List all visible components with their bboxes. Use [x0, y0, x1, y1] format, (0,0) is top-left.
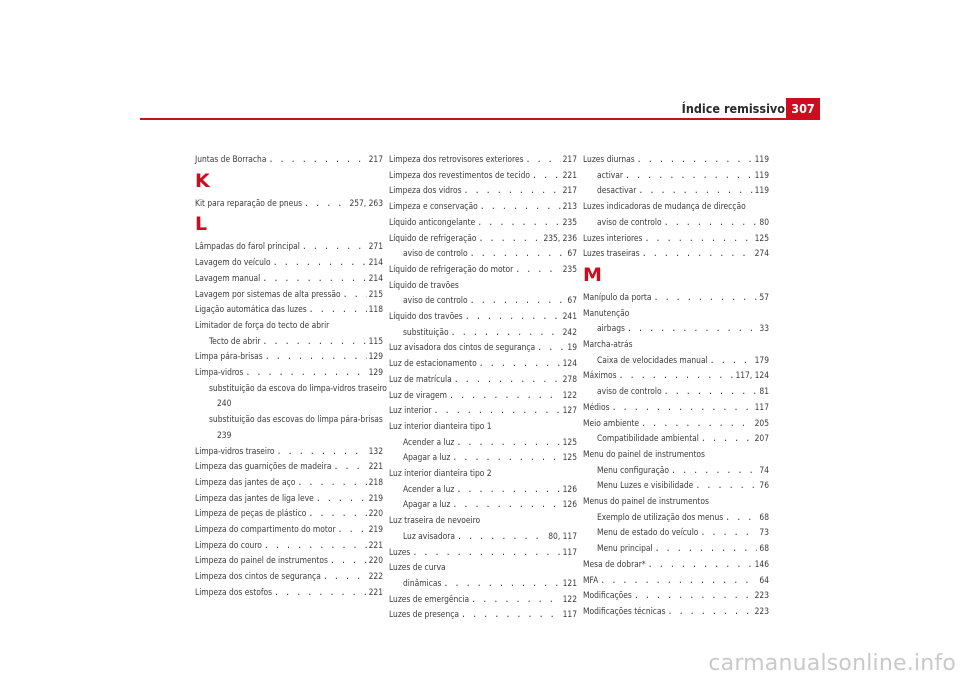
dot-leader — [612, 400, 753, 416]
index-page-ref: 221 — [368, 461, 383, 472]
index-term: Apagar a luz — [403, 499, 451, 510]
index-term: Luzes de emergência — [389, 593, 470, 604]
index-entry — [389, 372, 577, 388]
index-term: Médios — [583, 401, 610, 412]
index-term: Limpeza e conservação — [389, 201, 478, 212]
index-entry — [389, 340, 577, 356]
index-page-ref: 214 — [368, 272, 383, 283]
index-term: Mesa de dobrar* — [583, 558, 646, 569]
index-heading: Luzes de curva — [389, 562, 446, 573]
index-term: Limpeza dos estofos — [195, 586, 273, 597]
index-page-ref: 132 — [368, 445, 383, 456]
index-entry — [195, 444, 383, 460]
index-page-ref: 67 — [567, 248, 577, 259]
index-entry — [195, 459, 383, 475]
index-page-ref: 219 — [368, 524, 383, 535]
dot-leader — [456, 482, 560, 498]
index-page-ref: 125 — [562, 436, 577, 447]
index-page-ref: 217 — [368, 154, 383, 164]
index-subentry — [389, 325, 577, 341]
dot-leader — [268, 152, 366, 168]
index-entry — [583, 290, 769, 306]
index-term: Juntas de Borracha — [195, 154, 267, 164]
index-entry — [583, 152, 769, 168]
index-page-ref: 80, 117 — [548, 530, 577, 541]
index-entry — [583, 368, 769, 384]
dot-leader — [648, 557, 753, 573]
index-subentry — [583, 215, 769, 231]
index-subentry — [583, 431, 769, 447]
dot-leader — [456, 435, 560, 451]
index-page-ref: 119 — [754, 154, 769, 164]
index-page-ref: 257, 263 — [349, 197, 383, 208]
index-subentry — [583, 321, 769, 337]
index-page-ref: 221 — [562, 169, 577, 180]
dot-leader — [338, 522, 367, 538]
dot-leader — [537, 340, 565, 356]
dot-leader — [274, 585, 367, 601]
index-heading: Líquido de travões — [389, 279, 459, 290]
index-entry — [195, 506, 383, 522]
index-page-ref: 125 — [754, 232, 769, 243]
index-page-ref: 221 — [368, 586, 383, 597]
dot-leader — [480, 199, 561, 215]
index-page-ref: 215 — [368, 288, 383, 299]
index-term: Limpeza do compartimento do motor — [195, 524, 336, 535]
index-entry — [583, 573, 769, 589]
index-page-ref: 235 — [562, 216, 577, 227]
index-page-ref: 126 — [562, 483, 577, 494]
index-term: Lavagem do veículo — [195, 257, 271, 268]
dot-leader — [479, 356, 561, 372]
dot-leader — [625, 168, 753, 184]
index-term: Líquido dos travões — [389, 311, 463, 322]
index-heading: Luz traseira de nevoeiro — [389, 515, 481, 526]
dot-leader — [654, 290, 758, 306]
index-entry — [583, 557, 769, 573]
index-entry — [195, 302, 383, 318]
index-page-ref: 119 — [754, 169, 769, 180]
index-entry — [389, 403, 577, 419]
index-page-ref: 221 — [368, 539, 383, 550]
index-entry — [583, 400, 769, 416]
index-term: Limpeza dos retrovisores exteriores — [389, 154, 524, 164]
dot-leader — [452, 497, 560, 513]
dot-leader — [316, 491, 367, 507]
dot-leader — [600, 573, 757, 589]
index-page-ref: 122 — [562, 593, 577, 604]
dot-leader — [343, 287, 367, 303]
index-term: Luz avisadora — [403, 530, 455, 541]
dot-leader — [526, 152, 561, 168]
index-term: Luzes interiores — [583, 232, 643, 243]
dot-leader — [264, 538, 367, 554]
dot-leader — [434, 403, 561, 419]
index-subentry — [389, 529, 577, 545]
index-entry — [195, 271, 383, 287]
index-term: Limpa-vidros traseiro — [195, 445, 275, 456]
index-term: Lâmpadas do farol principal — [195, 241, 300, 252]
index-page-ref: 115 — [368, 335, 383, 346]
index-heading: Limitador de força do tecto de abrir — [195, 319, 330, 330]
index-term: desactivar — [597, 185, 637, 196]
index-term: activar — [597, 169, 623, 180]
index-entry — [389, 545, 577, 561]
dot-leader — [725, 510, 757, 526]
index-page-ref: 239 — [217, 429, 232, 440]
index-subentry — [389, 576, 577, 592]
index-term: Caixa de velocidades manual — [597, 354, 708, 365]
index-page-ref: 117, 124 — [735, 370, 769, 381]
index-term: airbags — [597, 323, 625, 334]
index-term: Manípulo da porta — [583, 291, 652, 302]
index-term: Líquido de refrigeração do motor — [389, 263, 514, 274]
dot-leader — [470, 293, 566, 309]
index-heading: Manutenção — [583, 307, 630, 318]
dot-leader — [465, 309, 561, 325]
index-page-ref: 129 — [368, 351, 383, 362]
index-page-ref: 278 — [562, 373, 577, 384]
dot-leader — [302, 239, 367, 255]
index-entry — [195, 491, 383, 507]
index-page-ref: 271 — [368, 241, 383, 252]
index-entry — [195, 196, 383, 212]
index-subentry — [583, 510, 769, 526]
watermark: carmanualsonline.info — [708, 651, 956, 676]
index-term: substituição — [403, 326, 449, 337]
index-page-ref: 80 — [759, 216, 769, 227]
index-page-ref: 219 — [368, 492, 383, 503]
index-page-ref: 125 — [562, 452, 577, 463]
index-heading: Luz interior dianteira tipo 2 — [389, 468, 492, 479]
index-entry — [389, 152, 577, 168]
dot-leader — [478, 231, 541, 247]
index-entry — [195, 569, 383, 585]
index-heading: Menu do painel de instrumentos — [583, 448, 705, 459]
index-subentry — [583, 525, 769, 541]
dot-leader — [309, 302, 367, 318]
dot-leader — [245, 365, 366, 381]
dot-leader — [619, 368, 734, 384]
dot-leader — [638, 183, 752, 199]
index-term: Máximos — [583, 370, 617, 381]
dot-leader — [330, 553, 367, 569]
dot-leader — [304, 196, 347, 212]
index-subentry — [583, 541, 769, 557]
index-term: Limpa-vidros — [195, 367, 244, 378]
index-subentry — [583, 478, 769, 494]
index-term: Luzes de presença — [389, 609, 459, 620]
index-term: Limpeza das jantes de aço — [195, 476, 296, 487]
index-term: Líquido anticongelante — [389, 216, 476, 227]
dot-leader — [644, 231, 752, 247]
index-term: Tecto de abrir — [209, 335, 261, 346]
index-page-ref: 146 — [754, 558, 769, 569]
index-page-ref: 122 — [562, 389, 577, 400]
index-entry — [583, 246, 769, 262]
dot-leader — [701, 431, 753, 447]
index-entry — [195, 585, 383, 601]
dot-leader — [655, 541, 758, 557]
index-page-ref: 217 — [562, 154, 577, 164]
index-term: Limpeza dos revestimentos de tecido — [389, 169, 531, 180]
index-page-ref: 213 — [562, 201, 577, 212]
index-term: Exemplo de utilização dos menus — [597, 511, 724, 522]
index-entry — [389, 215, 577, 231]
index-term: Lavagem manual — [195, 272, 261, 283]
index-subentry — [583, 168, 769, 184]
dot-leader — [471, 592, 560, 608]
index-entry — [389, 262, 577, 278]
dot-leader — [532, 168, 561, 184]
index-page-ref: 129 — [368, 367, 383, 378]
index-heading: Menus do painel de instrumentos — [583, 496, 709, 507]
index-page-ref: 119 — [754, 185, 769, 196]
index-term: Modificações — [583, 590, 632, 601]
index-page-ref: 127 — [562, 405, 577, 416]
index-page-ref: 241 — [562, 311, 577, 322]
dot-leader — [464, 183, 561, 199]
index-page-ref: 117 — [754, 401, 769, 412]
index-term: aviso de controlo — [403, 248, 468, 259]
index-term: Kit para reparação de pneus — [195, 197, 303, 208]
dot-leader — [668, 604, 753, 620]
index-term: Acender a luz — [403, 436, 455, 447]
dot-leader — [634, 588, 753, 604]
dot-leader — [641, 416, 753, 432]
index-heading: substituição das escovas do limpa pára-brisas — [209, 414, 383, 425]
index-entry — [583, 416, 769, 432]
index-entry — [195, 365, 383, 381]
dot-leader — [642, 246, 753, 262]
dot-leader — [457, 529, 546, 545]
page-title: Índice remissivo — [681, 101, 785, 116]
index-heading: Luz interior dianteira tipo 1 — [389, 420, 492, 431]
index-entry — [389, 309, 577, 325]
index-page-ref: 73 — [759, 527, 769, 538]
dot-leader — [695, 478, 757, 494]
index-page-ref: 126 — [562, 499, 577, 510]
index-subentry — [389, 450, 577, 466]
index-heading: Marcha-atrás — [583, 339, 633, 350]
dot-leader — [443, 576, 560, 592]
index-page-ref: 76 — [759, 480, 769, 491]
index-page-ref: 117 — [562, 546, 577, 557]
index-term: Acender a luz — [403, 483, 455, 494]
index-page-ref: 205 — [754, 417, 769, 428]
index-page-ref: 67 — [567, 295, 577, 306]
index-subentry — [389, 435, 577, 451]
index-term: Limpeza das guarnições de madeira — [195, 461, 332, 472]
dot-leader — [449, 388, 561, 404]
index-heading: substituição da escova do limpa-vidros traseiro — [209, 382, 387, 393]
index-entry — [195, 255, 383, 271]
index-term: Luzes traseiras — [583, 248, 640, 259]
index-page-ref: 57 — [759, 291, 769, 302]
dot-leader — [262, 334, 366, 350]
index-page-ref: 74 — [759, 464, 769, 475]
index-term: dinâmicas — [403, 577, 442, 588]
dot-leader — [273, 255, 367, 271]
index-page-ref: 222 — [368, 571, 383, 582]
index-page-ref: 223 — [754, 590, 769, 601]
header-rule — [140, 118, 820, 120]
index-term: Luz interior — [389, 405, 432, 416]
index-entry — [195, 349, 383, 365]
index-page-ref: 81 — [759, 386, 769, 397]
index-entry — [583, 231, 769, 247]
index-entry — [389, 231, 577, 247]
index-entry — [583, 604, 769, 620]
dot-leader — [308, 506, 366, 522]
index-page-ref: 235 — [562, 263, 577, 274]
index-page-ref: 118 — [368, 304, 383, 315]
index-term: Luz de estacionamento — [389, 358, 477, 369]
dot-leader — [461, 607, 561, 623]
index-entry — [389, 168, 577, 184]
index-term: Luz de viragem — [389, 389, 448, 400]
index-entry — [195, 287, 383, 303]
index-entry — [195, 522, 383, 538]
index-entry — [389, 388, 577, 404]
index-entry — [583, 588, 769, 604]
index-subentry — [389, 482, 577, 498]
dot-leader — [262, 271, 366, 287]
page-number: 307 — [786, 98, 820, 119]
index-term: Limpeza do couro — [195, 539, 262, 550]
index-page-ref: 33 — [759, 323, 769, 334]
index-term: Luz avisadora dos cintos de segurança — [389, 342, 536, 353]
index-page-ref: 117 — [562, 609, 577, 620]
index-page-ref: 214 — [368, 257, 383, 268]
index-page-ref: 235, 236 — [543, 232, 577, 243]
index-term: Lavagem por sistemas de alta pressão — [195, 288, 341, 299]
index-term: Menu principal — [597, 543, 653, 554]
index-term: Limpeza de peças de plástico — [195, 508, 307, 519]
index-subentry — [389, 246, 577, 262]
dot-leader — [664, 384, 758, 400]
index-subentry — [583, 463, 769, 479]
dot-leader — [700, 525, 757, 541]
index-page-ref: 121 — [562, 577, 577, 588]
section-letter: L — [195, 213, 208, 236]
dot-leader — [671, 463, 757, 479]
index-page-ref: 242 — [562, 326, 577, 337]
index-page-ref: 240 — [217, 398, 232, 409]
index-entry — [389, 607, 577, 623]
index-page-ref: 19 — [567, 342, 577, 353]
index-heading: Luzes indicadoras de mudança de direcção — [583, 201, 746, 212]
index-page-ref: 207 — [754, 433, 769, 444]
dot-leader — [452, 450, 560, 466]
index-term: Luzes diurnas — [583, 154, 635, 164]
index-term: Modificações técnicas — [583, 605, 666, 616]
index-page-ref: 217 — [562, 185, 577, 196]
dot-leader — [470, 246, 566, 262]
dot-leader — [477, 215, 560, 231]
index-subentry — [389, 497, 577, 513]
index-term: aviso de controlo — [597, 216, 662, 227]
dot-leader — [627, 321, 757, 337]
index-term: Luz de matrícula — [389, 373, 452, 384]
index-entry — [195, 239, 383, 255]
index-term: MFA — [583, 574, 599, 585]
index-page-ref: 220 — [368, 555, 383, 566]
index-entry — [389, 199, 577, 215]
index-subentry — [195, 334, 383, 350]
index-entry — [389, 356, 577, 372]
index-term: aviso de controlo — [403, 295, 468, 306]
dot-leader — [710, 353, 753, 369]
index-subentry — [389, 293, 577, 309]
index-page-ref: 220 — [368, 508, 383, 519]
index-column-3 — [583, 152, 769, 620]
index-term: Limpeza dos vidros — [389, 185, 462, 196]
index-term: Luzes — [389, 546, 411, 557]
index-column-2 — [389, 152, 577, 623]
dot-leader — [515, 262, 560, 278]
dot-leader — [412, 545, 560, 561]
dot-leader — [637, 152, 753, 168]
index-page-ref: 68 — [759, 543, 769, 554]
index-entry — [195, 475, 383, 491]
index-term: Menu Luzes e visibilidade — [597, 480, 694, 491]
index-page-ref: 179 — [754, 354, 769, 365]
index-term: Limpeza do painel de instrumentos — [195, 555, 328, 566]
index-column-1 — [195, 152, 387, 601]
index-term: Limpa pára-brisas — [195, 351, 263, 362]
index-term: Ligação automática das luzes — [195, 304, 307, 315]
index-page-ref: 68 — [759, 511, 769, 522]
index-page-ref: 124 — [562, 358, 577, 369]
index-term: Apagar a luz — [403, 452, 451, 463]
index-subentry — [583, 353, 769, 369]
dot-leader — [664, 215, 758, 231]
index-page-ref: 64 — [759, 574, 769, 585]
section-letter: M — [583, 263, 602, 286]
dot-leader — [451, 325, 561, 341]
dot-leader — [265, 349, 367, 365]
index-entry — [389, 183, 577, 199]
dot-leader — [297, 475, 366, 491]
index-page-ref: 223 — [754, 605, 769, 616]
index-page-ref: 274 — [754, 248, 769, 259]
index-term: Menu configuração — [597, 464, 670, 475]
dot-leader — [323, 569, 367, 585]
dot-leader — [277, 444, 367, 460]
index-term: Menu de estado do veículo — [597, 527, 699, 538]
index-entry — [389, 592, 577, 608]
dot-leader — [333, 459, 366, 475]
index-entry — [195, 553, 383, 569]
index-term: Líquido de refrigeração — [389, 232, 477, 243]
index-term: Limpeza das jantes de liga leve — [195, 492, 314, 503]
index-entry — [195, 538, 383, 554]
index-term: Limpeza dos cintos de segurança — [195, 571, 321, 582]
index-entry — [195, 152, 383, 168]
index-term: aviso de controlo — [597, 386, 662, 397]
index-subentry — [583, 384, 769, 400]
index-term: Compatibilidade ambiental — [597, 433, 699, 444]
index-term: Meio ambiente — [583, 417, 640, 428]
dot-leader — [454, 372, 561, 388]
index-subentry — [583, 183, 769, 199]
section-letter: K — [195, 169, 210, 192]
index-page-ref: 218 — [368, 476, 383, 487]
